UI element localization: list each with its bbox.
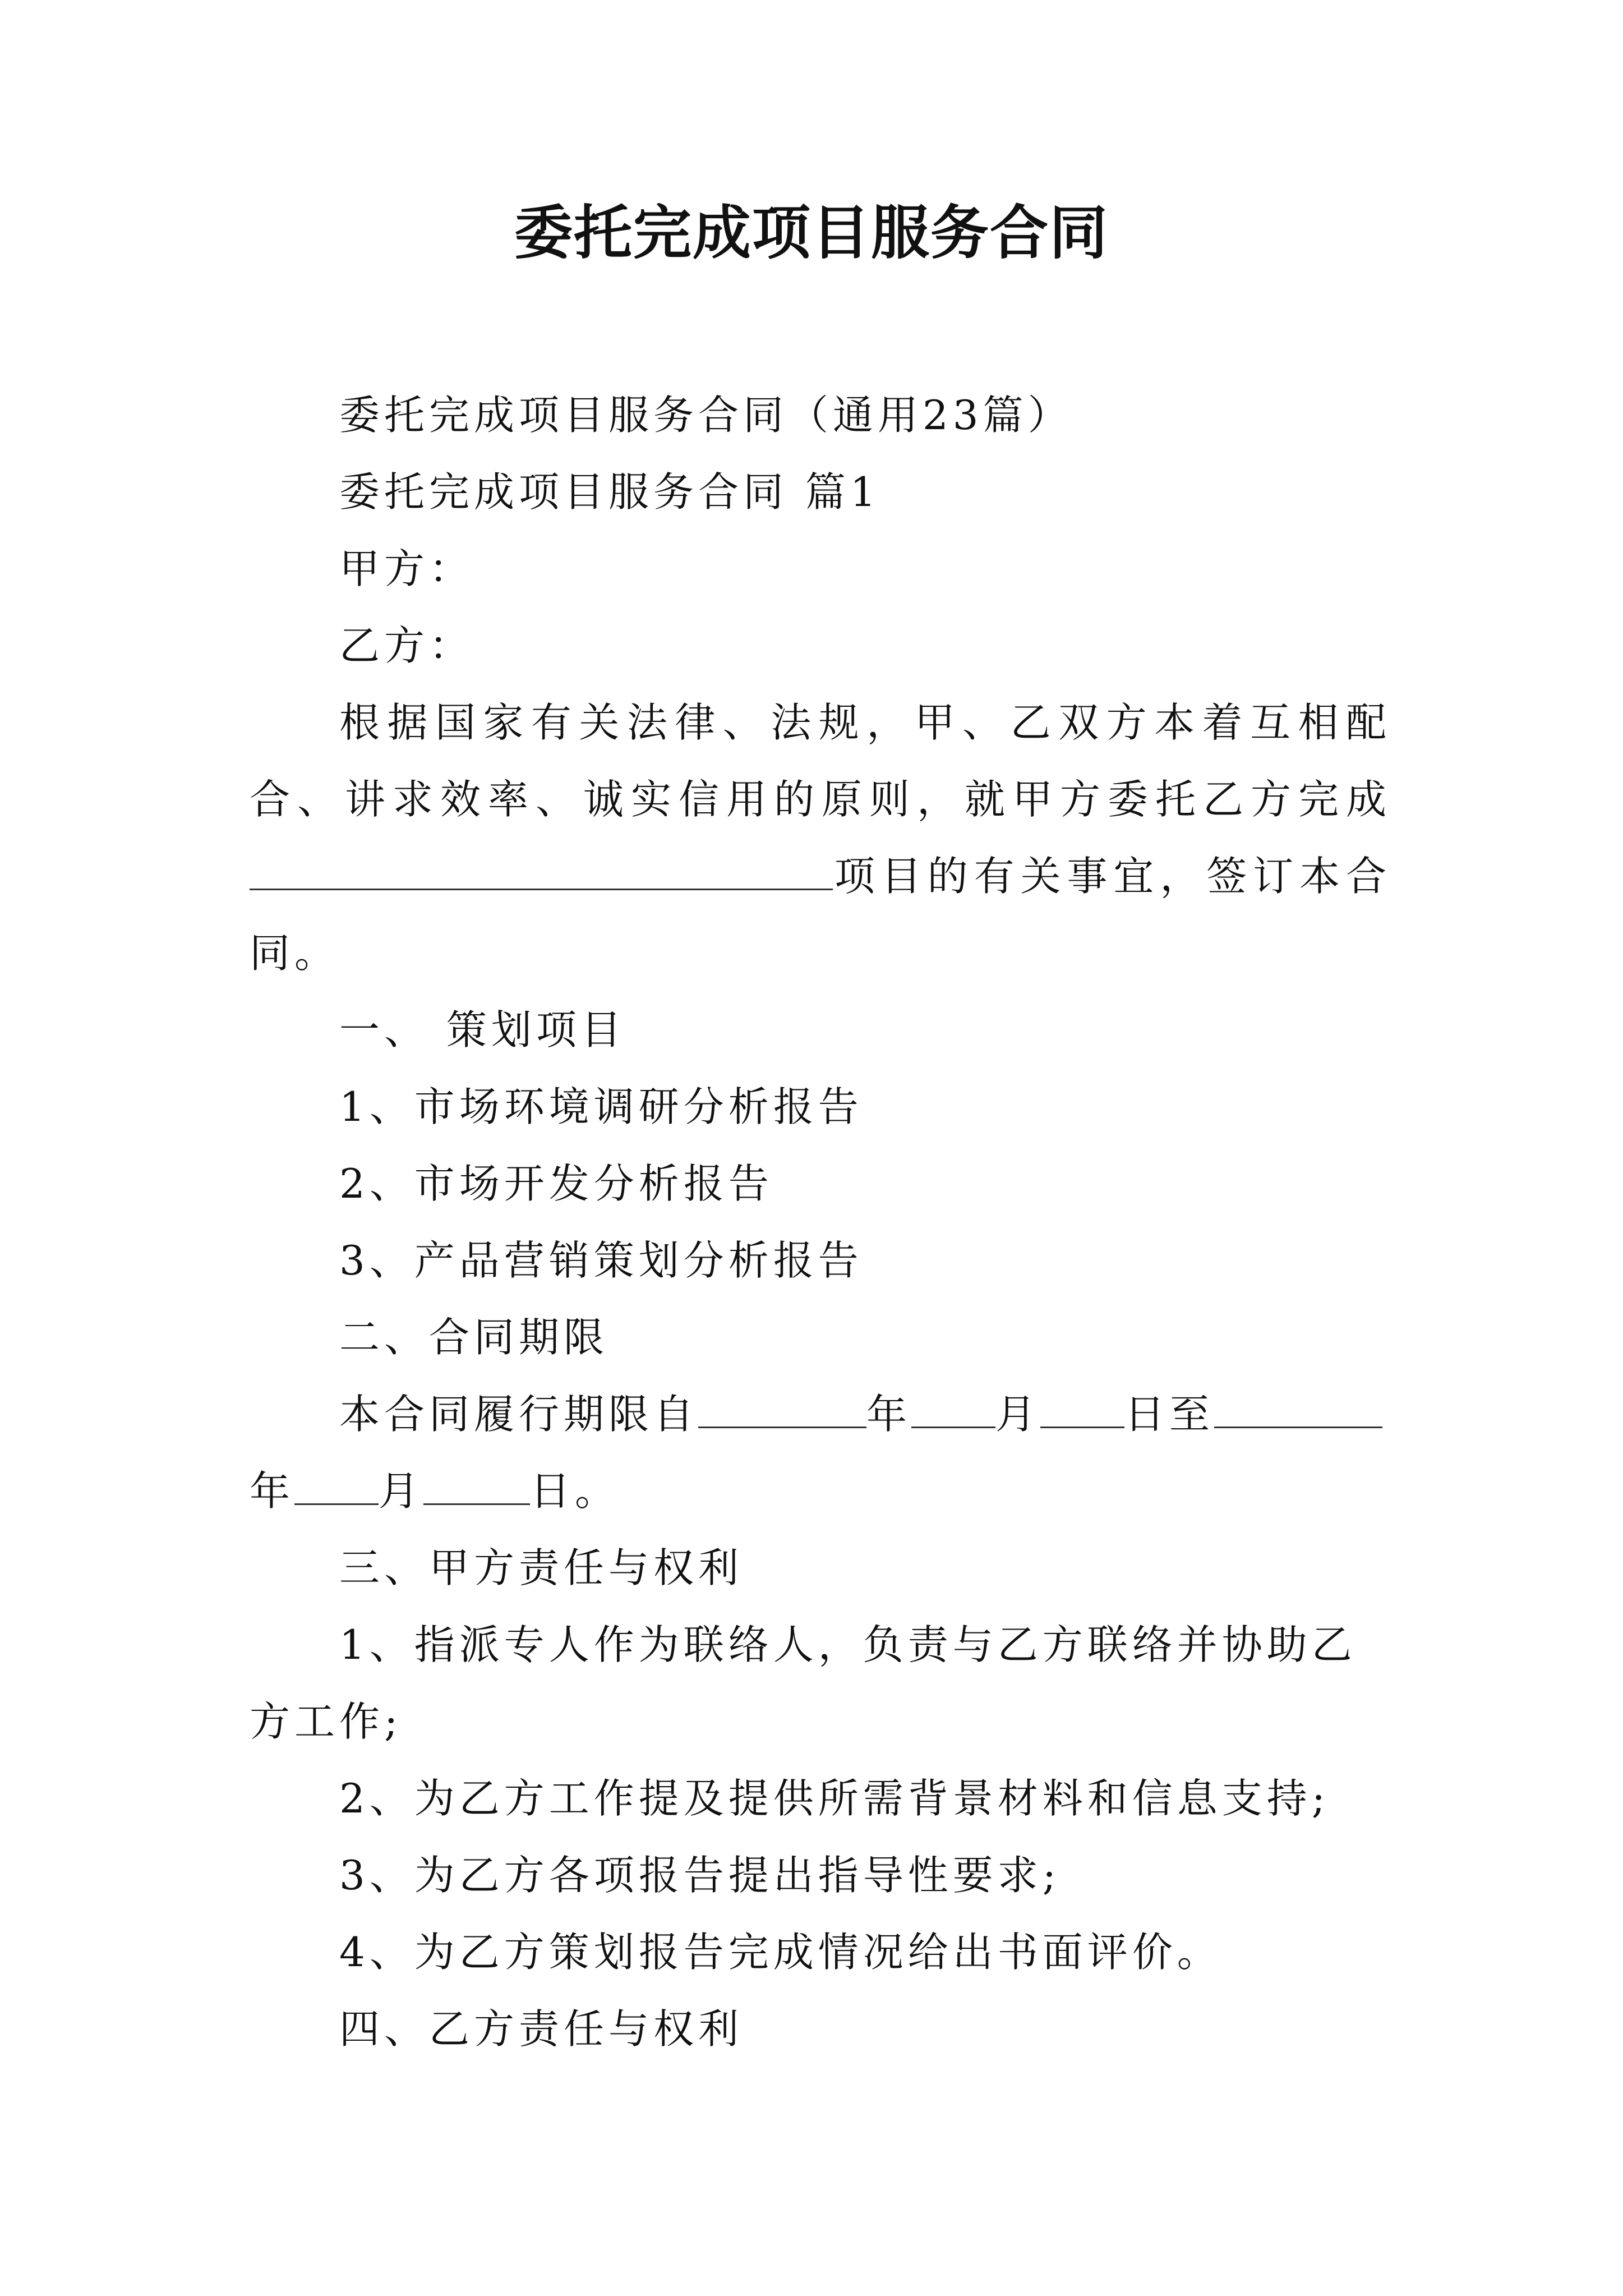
term-year-label: 年	[866, 1391, 912, 1438]
start-day-blank	[1040, 1386, 1124, 1428]
section-4-heading: 四、乙方责任与权利	[339, 2005, 744, 2053]
section-1-item: 2、市场开发分析报告	[339, 1160, 773, 1207]
start-month-blank	[911, 1386, 995, 1428]
term-year-label: 年	[250, 1467, 295, 1515]
party-a: 甲方：	[339, 545, 474, 592]
document-body	[250, 377, 1391, 2068]
document-subtitle: 委托完成项目服务合同（通用23篇）	[339, 392, 1073, 439]
project-name-blank	[250, 848, 833, 890]
term-day-to-label: 日至	[1124, 1391, 1215, 1438]
end-day-blank	[423, 1463, 530, 1505]
party-b: 乙方：	[339, 622, 474, 669]
document-title: 委托完成项目服务合同	[514, 198, 1109, 267]
section-3-item: 4、为乙方策划报告完成情况给出书面评价。	[339, 1929, 1222, 1976]
section-1-heading: 一、 策划项目	[339, 1006, 626, 1053]
section-1-item: 3、产品营销策划分析报告	[339, 1237, 863, 1284]
end-year-blank	[1214, 1386, 1382, 1428]
intro-paragraph	[250, 684, 1391, 992]
start-year-blank	[698, 1386, 866, 1428]
intro-text-1: 根据国家有关法律、法规，甲、乙双方本着互相配合、讲求效率、诚实信用的原则，就甲方委托乙方完成	[250, 699, 1391, 823]
term-month-label: 月	[995, 1391, 1041, 1438]
section-3-item: 2、为乙方工作提及提供所需背景材料和信息支持;	[339, 1775, 1330, 1822]
term-prefix: 本合同履行期限自	[339, 1391, 699, 1438]
end-month-blank	[294, 1463, 379, 1505]
term-month-label: 月	[379, 1467, 424, 1515]
section-title: 委托完成项目服务合同 篇1	[339, 468, 880, 516]
section-1-item: 1、市场环境调研分析报告	[339, 1083, 863, 1130]
section-3-heading: 三、甲方责任与权利	[339, 1544, 744, 1591]
section-3-item: 3、为乙方各项报告提出指导性要求;	[339, 1852, 1061, 1899]
intro-text-2: 项目的有关事宜，签订本合同。	[250, 853, 1391, 977]
term-day-end-label: 日。	[530, 1467, 620, 1515]
term-paragraph	[250, 1376, 1391, 1530]
section-3-item: 1、指派专人作为联络人，负责与乙方联络并协助乙方工作;	[250, 1621, 1357, 1745]
section-2-heading: 二、合同期限	[339, 1314, 609, 1361]
